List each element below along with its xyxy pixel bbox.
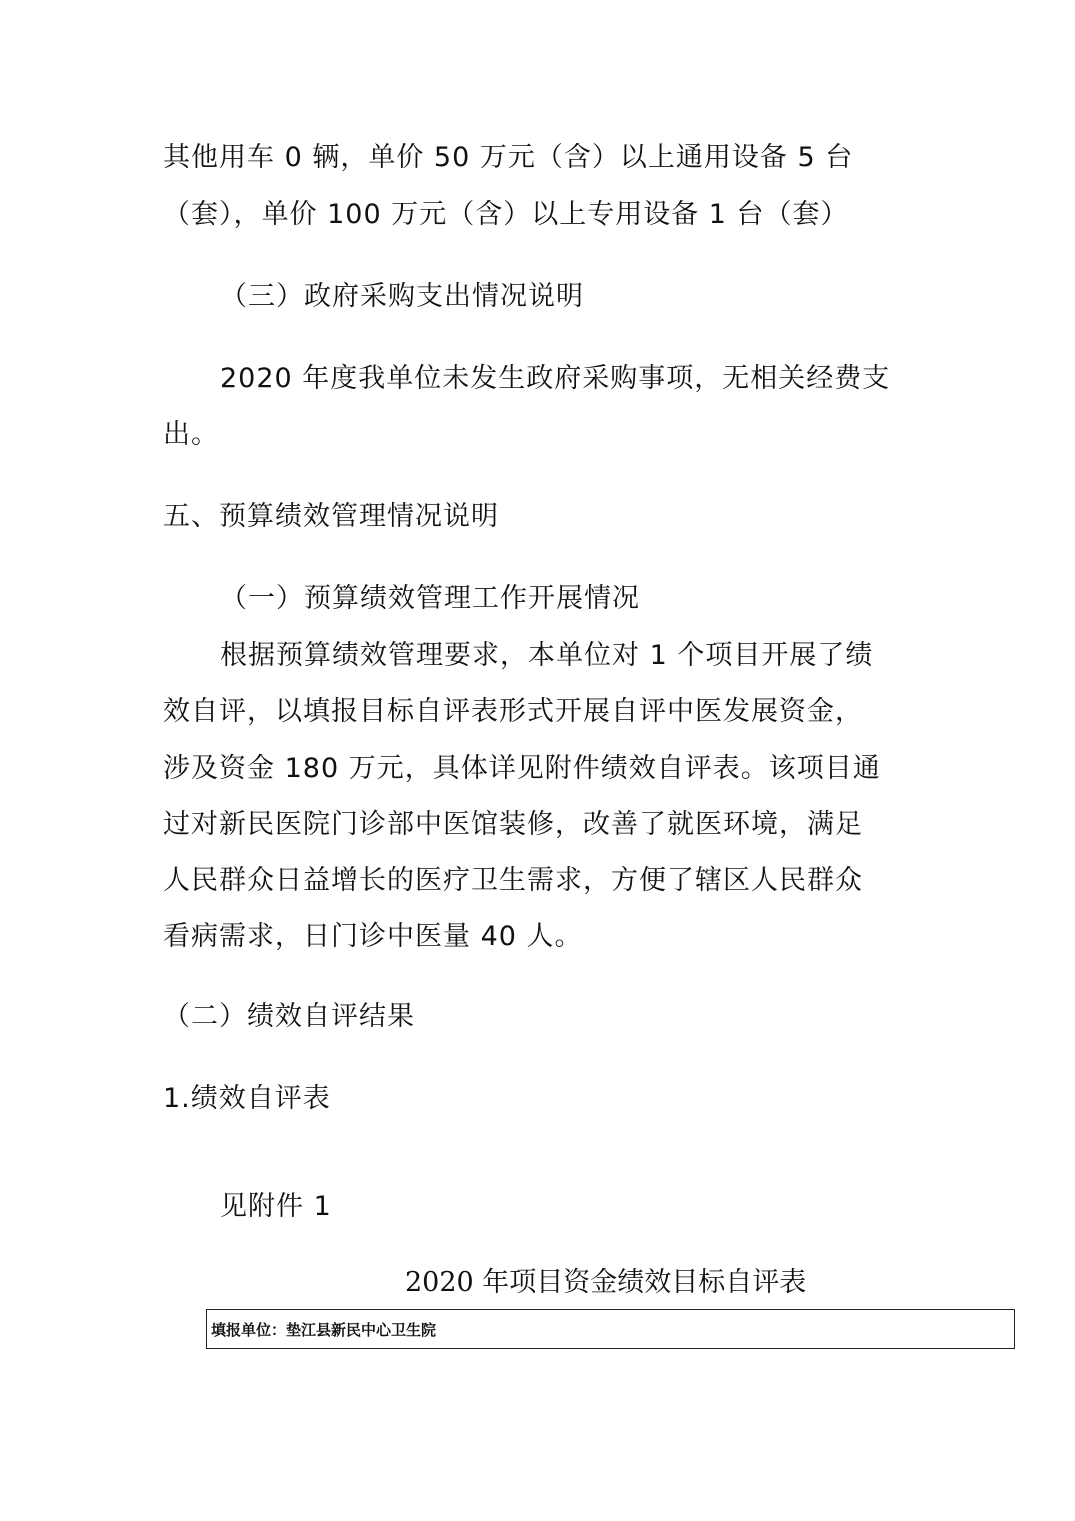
paragraph-line: 其他用车 0 辆，单价 50 万元（含）以上通用设备 5 台 (163, 142, 854, 173)
paragraph-line: 效自评，以填报目标自评表形式开展自评中医发展资金， (163, 696, 863, 727)
paragraph-line: 看病需求，日门诊中医量 40 人。 (163, 921, 583, 952)
paragraph-line: 出。 (163, 419, 219, 450)
section-heading: （三）政府采购支出情况说明 (220, 281, 584, 312)
section-heading: 五、预算绩效管理情况说明 (163, 501, 499, 532)
paragraph-line: 过对新民医院门诊部中医馆装修，改善了就医环境，满足 (163, 809, 863, 840)
paragraph-line: （套），单价 100 万元（含）以上专用设备 1 台（套） (163, 199, 849, 230)
form-header-box (206, 1309, 1015, 1349)
section-heading: 1.绩效自评表 (163, 1083, 331, 1114)
paragraph-line: 人民群众日益增长的医疗卫生需求，方便了辖区人民群众 (163, 865, 863, 896)
attachment-reference: 见附件 1 (220, 1191, 332, 1222)
paragraph-line: 涉及资金 180 万元，具体详见附件绩效自评表。该项目通 (163, 753, 881, 784)
section-heading: （二）绩效自评结果 (163, 1001, 415, 1032)
paragraph-line: 根据预算绩效管理要求，本单位对 1 个项目开展了绩 (220, 640, 874, 671)
reporting-unit-label: 填报单位：垫江县新民中心卫生院 (211, 1321, 437, 1339)
table-title: 2020 年项目资金绩效目标自评表 (405, 1267, 807, 1298)
paragraph-line: 2020 年度我单位未发生政府采购事项，无相关经费支 (220, 363, 891, 394)
section-heading: （一）预算绩效管理工作开展情况 (220, 583, 640, 614)
